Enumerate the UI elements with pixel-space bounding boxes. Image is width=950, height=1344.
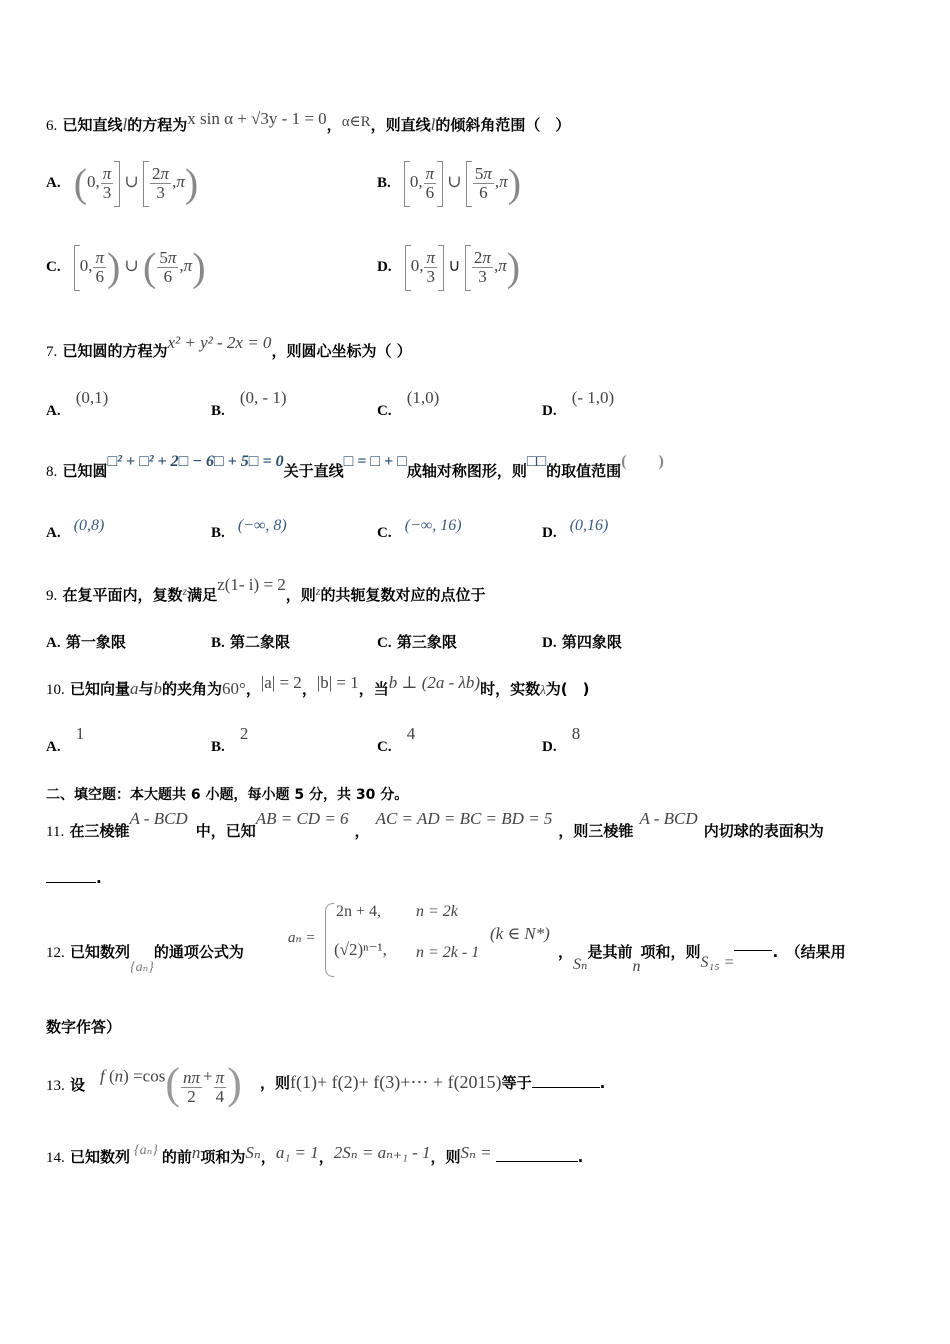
- option-c[interactable]: [377, 388, 440, 419]
- period: .: [96, 869, 102, 887]
- stem-text: 内切球的表面积为: [703, 822, 824, 840]
- option-value: (−∞, 16): [404, 517, 462, 534]
- stem-text: 已知圆的方程为: [62, 342, 168, 360]
- math-var: b: [153, 679, 163, 698]
- option-d[interactable]: [542, 724, 581, 755]
- math-magnitude: |b| = 1: [316, 673, 359, 692]
- option-label: B.: [211, 525, 225, 541]
- math-magnitude: |a| = 2: [260, 673, 302, 692]
- stem-text: ，则直线: [370, 116, 431, 134]
- math-angle: 60°: [222, 679, 246, 698]
- case-1-condition: n = 2k: [416, 903, 458, 920]
- stem-text: 的取值范围: [546, 462, 622, 480]
- option-label: B.: [211, 635, 225, 651]
- question-number: 11.: [46, 824, 65, 840]
- case-2-expression: (√2)ⁿ⁻¹,: [334, 940, 387, 959]
- option-value: 2: [239, 724, 249, 743]
- option-c[interactable]: [46, 244, 206, 291]
- option-label: A.: [46, 635, 61, 651]
- math-domain: (k ∈ N*): [490, 924, 550, 943]
- stem-text: ，当: [358, 680, 389, 698]
- question-13-stem-cont: [260, 1072, 605, 1093]
- math-var: z: [182, 584, 188, 598]
- option-value: 8: [571, 724, 581, 743]
- stem-text: 已知直线: [62, 116, 123, 134]
- stem-text: 已知向量: [69, 680, 130, 698]
- option-label: B.: [377, 175, 391, 191]
- option-value: 0, $\frac{\pi}{3}$ ∪ $\frac{2\pi}{3}$ ,π): [405, 256, 520, 275]
- stem-text: 的夹角为: [162, 680, 223, 698]
- math-a1: a₁ = 1: [275, 1143, 319, 1162]
- stem-text: 关于直线: [283, 462, 344, 480]
- stem-text: 在三棱锥: [69, 822, 130, 840]
- stem-text: 已知数列: [69, 1148, 130, 1166]
- math-condition: AB = CD = 6: [255, 809, 349, 828]
- math-equation: z(1- i) = 2: [217, 575, 286, 594]
- option-b[interactable]: [211, 515, 287, 541]
- question-11-stem: [46, 809, 824, 841]
- stem-text: 的倾斜角范围（ ）: [435, 116, 571, 134]
- math-equation: □² + □² + 2□ − 6□ + 5□ = 0: [107, 453, 284, 470]
- question-number: 7.: [46, 344, 58, 360]
- question-6-stem: [46, 109, 571, 135]
- stem-text: ，: [326, 116, 342, 134]
- option-label: A.: [46, 175, 61, 191]
- stem-text: 满足: [187, 586, 218, 604]
- question-13-stem: [46, 1074, 85, 1095]
- stem-text: 的共轭复数对应的点位于: [320, 586, 486, 604]
- stem-text: ，: [301, 680, 317, 698]
- option-label: C.: [46, 259, 61, 275]
- stem-text: 的前: [161, 1148, 192, 1166]
- question-number: 8.: [46, 464, 58, 480]
- option-label: D.: [377, 259, 392, 275]
- option-value: 第三象限: [396, 633, 457, 651]
- option-value: 0, $\frac{\pi}{6}$ ∪ $\frac{5\pi}{6}$ ,π): [404, 172, 521, 191]
- question-number: 9.: [46, 588, 58, 604]
- option-value: (0,16): [569, 517, 609, 534]
- stem-text: ，: [260, 1148, 276, 1166]
- math-sum: f(1)+ f(2)+ f(3)+⋯ + f(2015): [290, 1072, 502, 1092]
- brace: [325, 903, 334, 977]
- question-number: 10.: [46, 682, 65, 698]
- option-value: 第四象限: [561, 633, 622, 651]
- answer-blank[interactable]: [46, 868, 102, 887]
- answer-blank[interactable]: [532, 1087, 600, 1088]
- math-line: □ = □ + □: [343, 453, 407, 470]
- question-8-stem: [46, 453, 664, 481]
- stem-text: 成轴对称图形，则: [406, 462, 527, 480]
- stem-text: ，: [558, 943, 574, 961]
- stem-text: . （结果用: [772, 943, 846, 961]
- option-value: 4: [406, 724, 416, 743]
- stem-text: 等于: [501, 1074, 532, 1092]
- answer-blank[interactable]: [496, 1161, 578, 1162]
- option-label: D.: [542, 739, 557, 755]
- math-var: λ: [540, 682, 546, 697]
- stem-text: ，则: [285, 586, 316, 604]
- option-a[interactable]: [46, 631, 126, 652]
- section-heading: 二、填空题：本大题共 6 小题，每小题 5 分，共 30 分。: [46, 787, 409, 803]
- question-number: 13.: [46, 1078, 65, 1094]
- math-condition: AC = AD = BC = BD = 5: [375, 809, 553, 828]
- stem-text: 数字作答）: [46, 1018, 122, 1036]
- option-c[interactable]: [377, 724, 416, 755]
- math-equation: x² + y² - 2x = 0: [167, 333, 272, 352]
- option-value: (1,0): [406, 388, 440, 407]
- option-value: 1: [75, 724, 85, 743]
- math-sn: Sₙ =: [460, 1143, 492, 1162]
- stem-text: 设: [69, 1076, 85, 1094]
- option-label: D.: [542, 635, 557, 651]
- option-value: (- 1,0): [571, 388, 615, 407]
- math-sequence: {aₙ}: [134, 1143, 158, 1158]
- stem-text: 是其前: [587, 943, 633, 961]
- option-label: D.: [542, 525, 557, 541]
- stem-text: 为( ): [545, 680, 590, 698]
- stem-text: 中，已知: [195, 822, 256, 840]
- option-c[interactable]: [377, 515, 462, 541]
- case-2-condition: n = 2k - 1: [416, 944, 480, 961]
- option-d[interactable]: [542, 388, 615, 419]
- question-number: 14.: [46, 1150, 65, 1166]
- math-tetrahedron: A - BCD: [639, 809, 698, 828]
- option-label: A.: [46, 739, 61, 755]
- question-10-stem: [46, 673, 590, 699]
- answer-blank[interactable]: [734, 950, 772, 951]
- option-value: (0, - 1): [239, 388, 287, 407]
- option-value: (−∞, 8): [237, 517, 287, 534]
- question-12-stem-cont: [558, 941, 846, 975]
- option-d[interactable]: [377, 244, 520, 291]
- option-b[interactable]: [377, 160, 521, 207]
- math-var: n: [632, 958, 641, 975]
- stem-text: 与: [138, 680, 154, 698]
- stem-text: ，则: [260, 1074, 291, 1092]
- math-var: l: [430, 115, 436, 134]
- stem-text: ，则圆心坐标为（ ）: [271, 342, 412, 360]
- option-value: (0, $\frac{\pi}{3}$ ∪ $\frac{2\pi}{3}$ ,π): [73, 161, 199, 206]
- option-label: B.: [211, 739, 225, 755]
- stem-text: 的方程为: [127, 116, 188, 134]
- math-lhs: aₙ =: [288, 930, 316, 946]
- option-value: (0,8): [73, 517, 105, 534]
- math-var: z: [315, 584, 321, 598]
- stem-text: ，则: [430, 1148, 461, 1166]
- math-var: □□: [526, 453, 547, 470]
- stem-text: 项和，则: [640, 943, 701, 961]
- option-label: C.: [377, 525, 392, 541]
- question-12-stem: [46, 941, 244, 975]
- math-sn: Sₙ: [573, 956, 588, 973]
- math-condition: α∈R: [341, 114, 371, 130]
- case-1-expression: 2n + 4,: [336, 903, 382, 920]
- stem-text: 项和为: [200, 1148, 246, 1166]
- stem-text: ，: [245, 680, 261, 698]
- option-d[interactable]: [542, 631, 622, 652]
- option-a[interactable]: [46, 160, 198, 207]
- option-value: 第二象限: [230, 633, 291, 651]
- math-recurrence: 2Sₙ = aₙ₊₁ - 1: [333, 1143, 431, 1162]
- option-c[interactable]: [377, 631, 457, 652]
- question-number: 6.: [46, 118, 58, 134]
- stem-text: 的通项公式为: [153, 943, 244, 961]
- stem-text: ，: [318, 1148, 334, 1166]
- stem-text: 在复平面内，复数: [62, 586, 183, 604]
- stem-text: 已知圆: [62, 462, 108, 480]
- stem-text: ，: [354, 822, 370, 840]
- option-value: 0, $\frac{\pi}{6}$ ) ∪ ( $\frac{5\pi}{6}$ ,π): [74, 256, 206, 275]
- math-var: l: [122, 115, 128, 134]
- question-9-stem: [46, 575, 486, 605]
- option-label: B.: [211, 403, 225, 419]
- math-sn: Sₙ: [245, 1143, 261, 1162]
- option-b[interactable]: [211, 724, 249, 755]
- option-b[interactable]: [211, 388, 287, 419]
- math-s15: S₁₅ =: [700, 954, 735, 971]
- option-b[interactable]: [211, 631, 290, 652]
- option-label: A.: [46, 403, 61, 419]
- answer-paren: ( ): [621, 453, 664, 470]
- period: .: [577, 1148, 584, 1166]
- option-label: C.: [377, 635, 392, 651]
- stem-text: ，则三棱锥: [558, 822, 634, 840]
- math-condition: b ⊥ (2a - λb): [388, 673, 481, 692]
- math-equation: x sin α + √3y - 1 = 0: [187, 109, 327, 128]
- question-14-stem: [46, 1143, 584, 1167]
- math-var: n: [191, 1143, 201, 1162]
- stem-text: 时，实数: [480, 680, 541, 698]
- option-d[interactable]: [542, 515, 609, 541]
- math-var: a: [130, 679, 139, 698]
- math-tetrahedron: A - BCD: [129, 809, 188, 828]
- stem-text: 已知数列: [69, 943, 130, 961]
- question-number: 12.: [46, 945, 65, 961]
- option-value: 第一象限: [65, 633, 126, 651]
- option-value: (0,1): [75, 388, 109, 407]
- option-label: D.: [542, 403, 557, 419]
- math-function: f (n) =cos( $\frac{n\pi}{2}$ + $\frac{\pi}{4}$ ): [100, 1059, 242, 1108]
- option-a[interactable]: [46, 515, 105, 541]
- option-label: C.: [377, 403, 392, 419]
- period: .: [599, 1074, 606, 1092]
- option-label: A.: [46, 525, 61, 541]
- question-7-stem: [46, 333, 412, 361]
- option-a[interactable]: [46, 724, 85, 755]
- option-a[interactable]: [46, 388, 109, 419]
- option-label: C.: [377, 739, 392, 755]
- math-sequence: {aₙ}: [130, 960, 154, 975]
